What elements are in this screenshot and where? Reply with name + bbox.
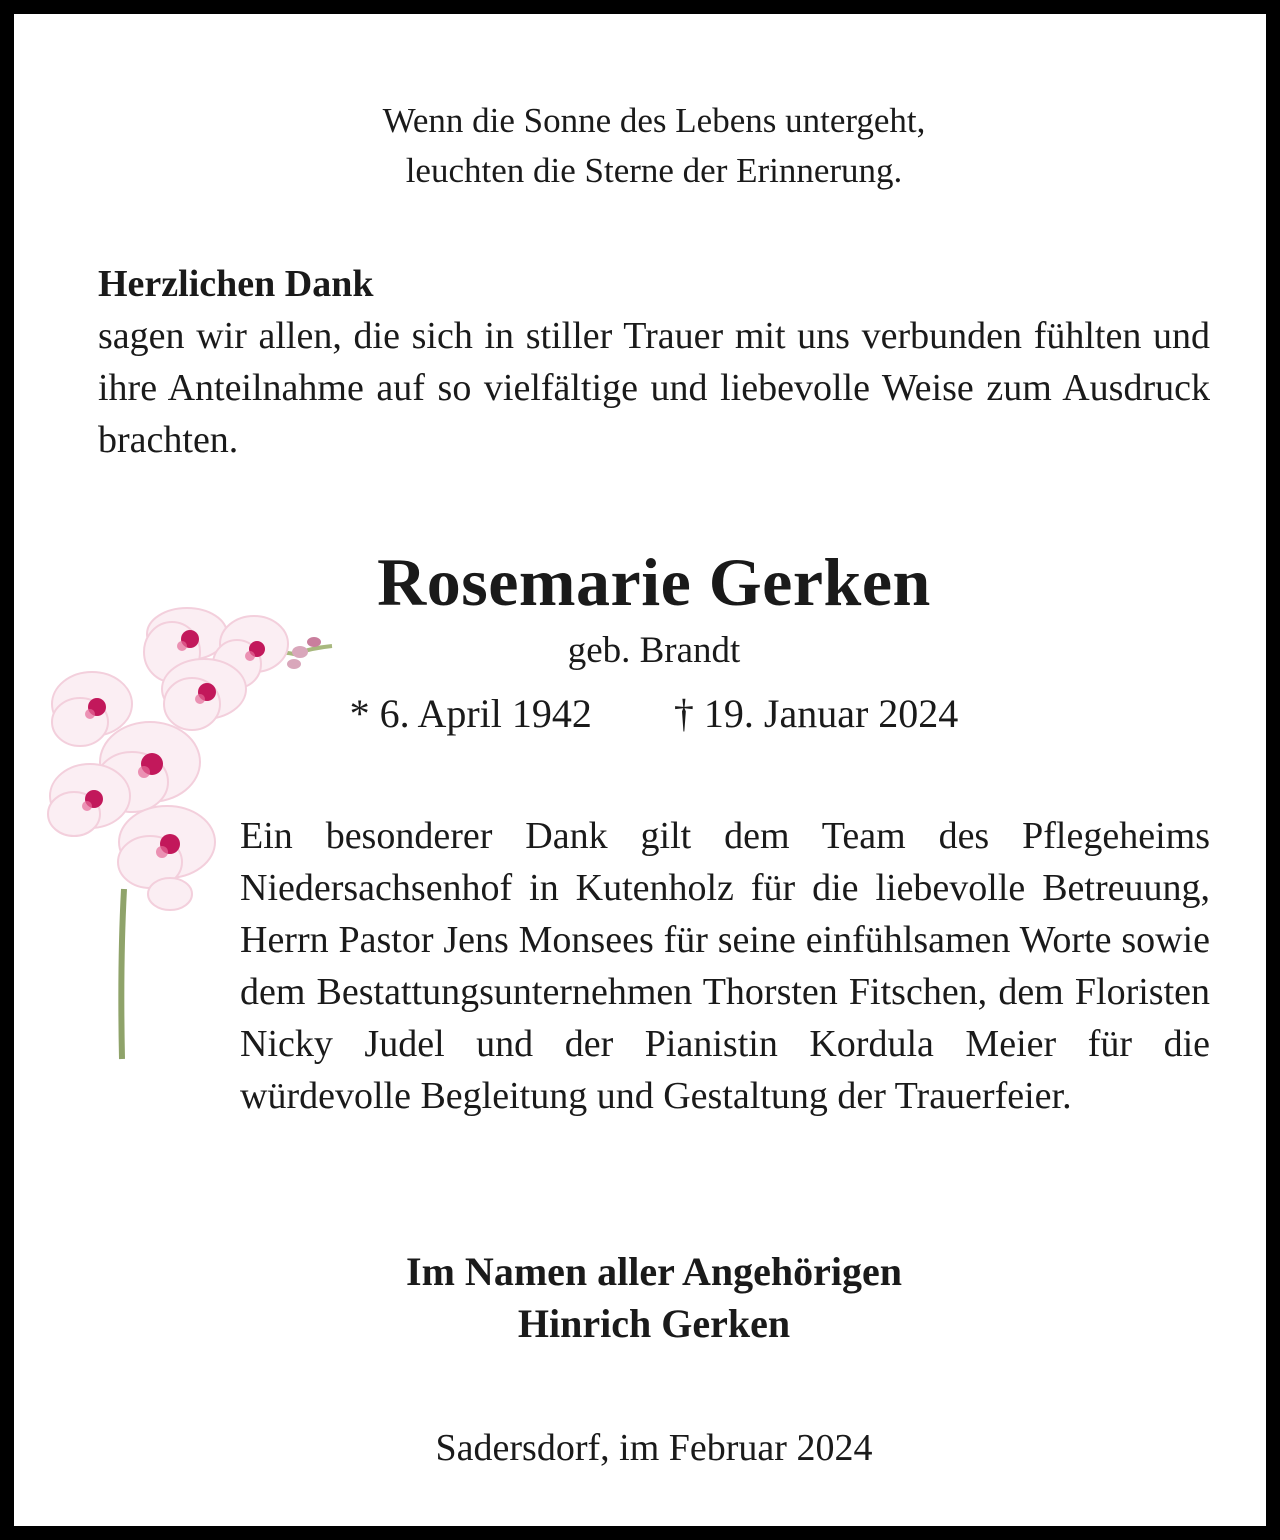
special-thanks: Ein besonderer Dank gilt dem Team des Pflegeheims Niedersachsenhof in Kutenholz für die liebevolle Betreuung, Herrn Pastor Jens Monsees für seine einfühlsamen Worte sowie dem Bestattungsunternehmen Thorsten Fitschen, dem Floristen Nicky Judel und der Pianistin Kordula Meier für die würdevolle Begleitung und Gestaltung der Trauerfeier. xyxy=(240,815,1210,1117)
motto-line-2: leuchten die Sterne der Erinnerung. xyxy=(405,151,903,190)
birth-date: * 6. April 1942 xyxy=(349,691,592,736)
thanks-text: sagen wir allen, die sich in stiller Trauer mit uns verbunden fühlten und ihre Anteilnahme auf so vielfältige und liebevolle Weise zum Ausdruck brachten. xyxy=(98,315,1210,461)
motto xyxy=(14,96,1280,196)
thanks-heading: Herzlichen Dank xyxy=(98,263,374,305)
deceased-name: Rosemarie Gerken xyxy=(377,544,931,620)
death-date: † 19. Januar 2024 xyxy=(673,691,959,736)
maiden-name: geb. Brandt xyxy=(567,630,741,671)
motto-line-1: Wenn die Sonne des Lebens untergeht, xyxy=(382,101,926,140)
place-date: Sadersdorf, im Februar 2024 xyxy=(435,1427,873,1469)
signature-line-1: Im Namen aller Angehörigen xyxy=(406,1249,902,1294)
thanks-block xyxy=(98,258,1210,466)
signature-line-2: Hinrich Gerken xyxy=(517,1301,791,1346)
life-dates xyxy=(14,688,1280,740)
signature xyxy=(14,1246,1280,1350)
